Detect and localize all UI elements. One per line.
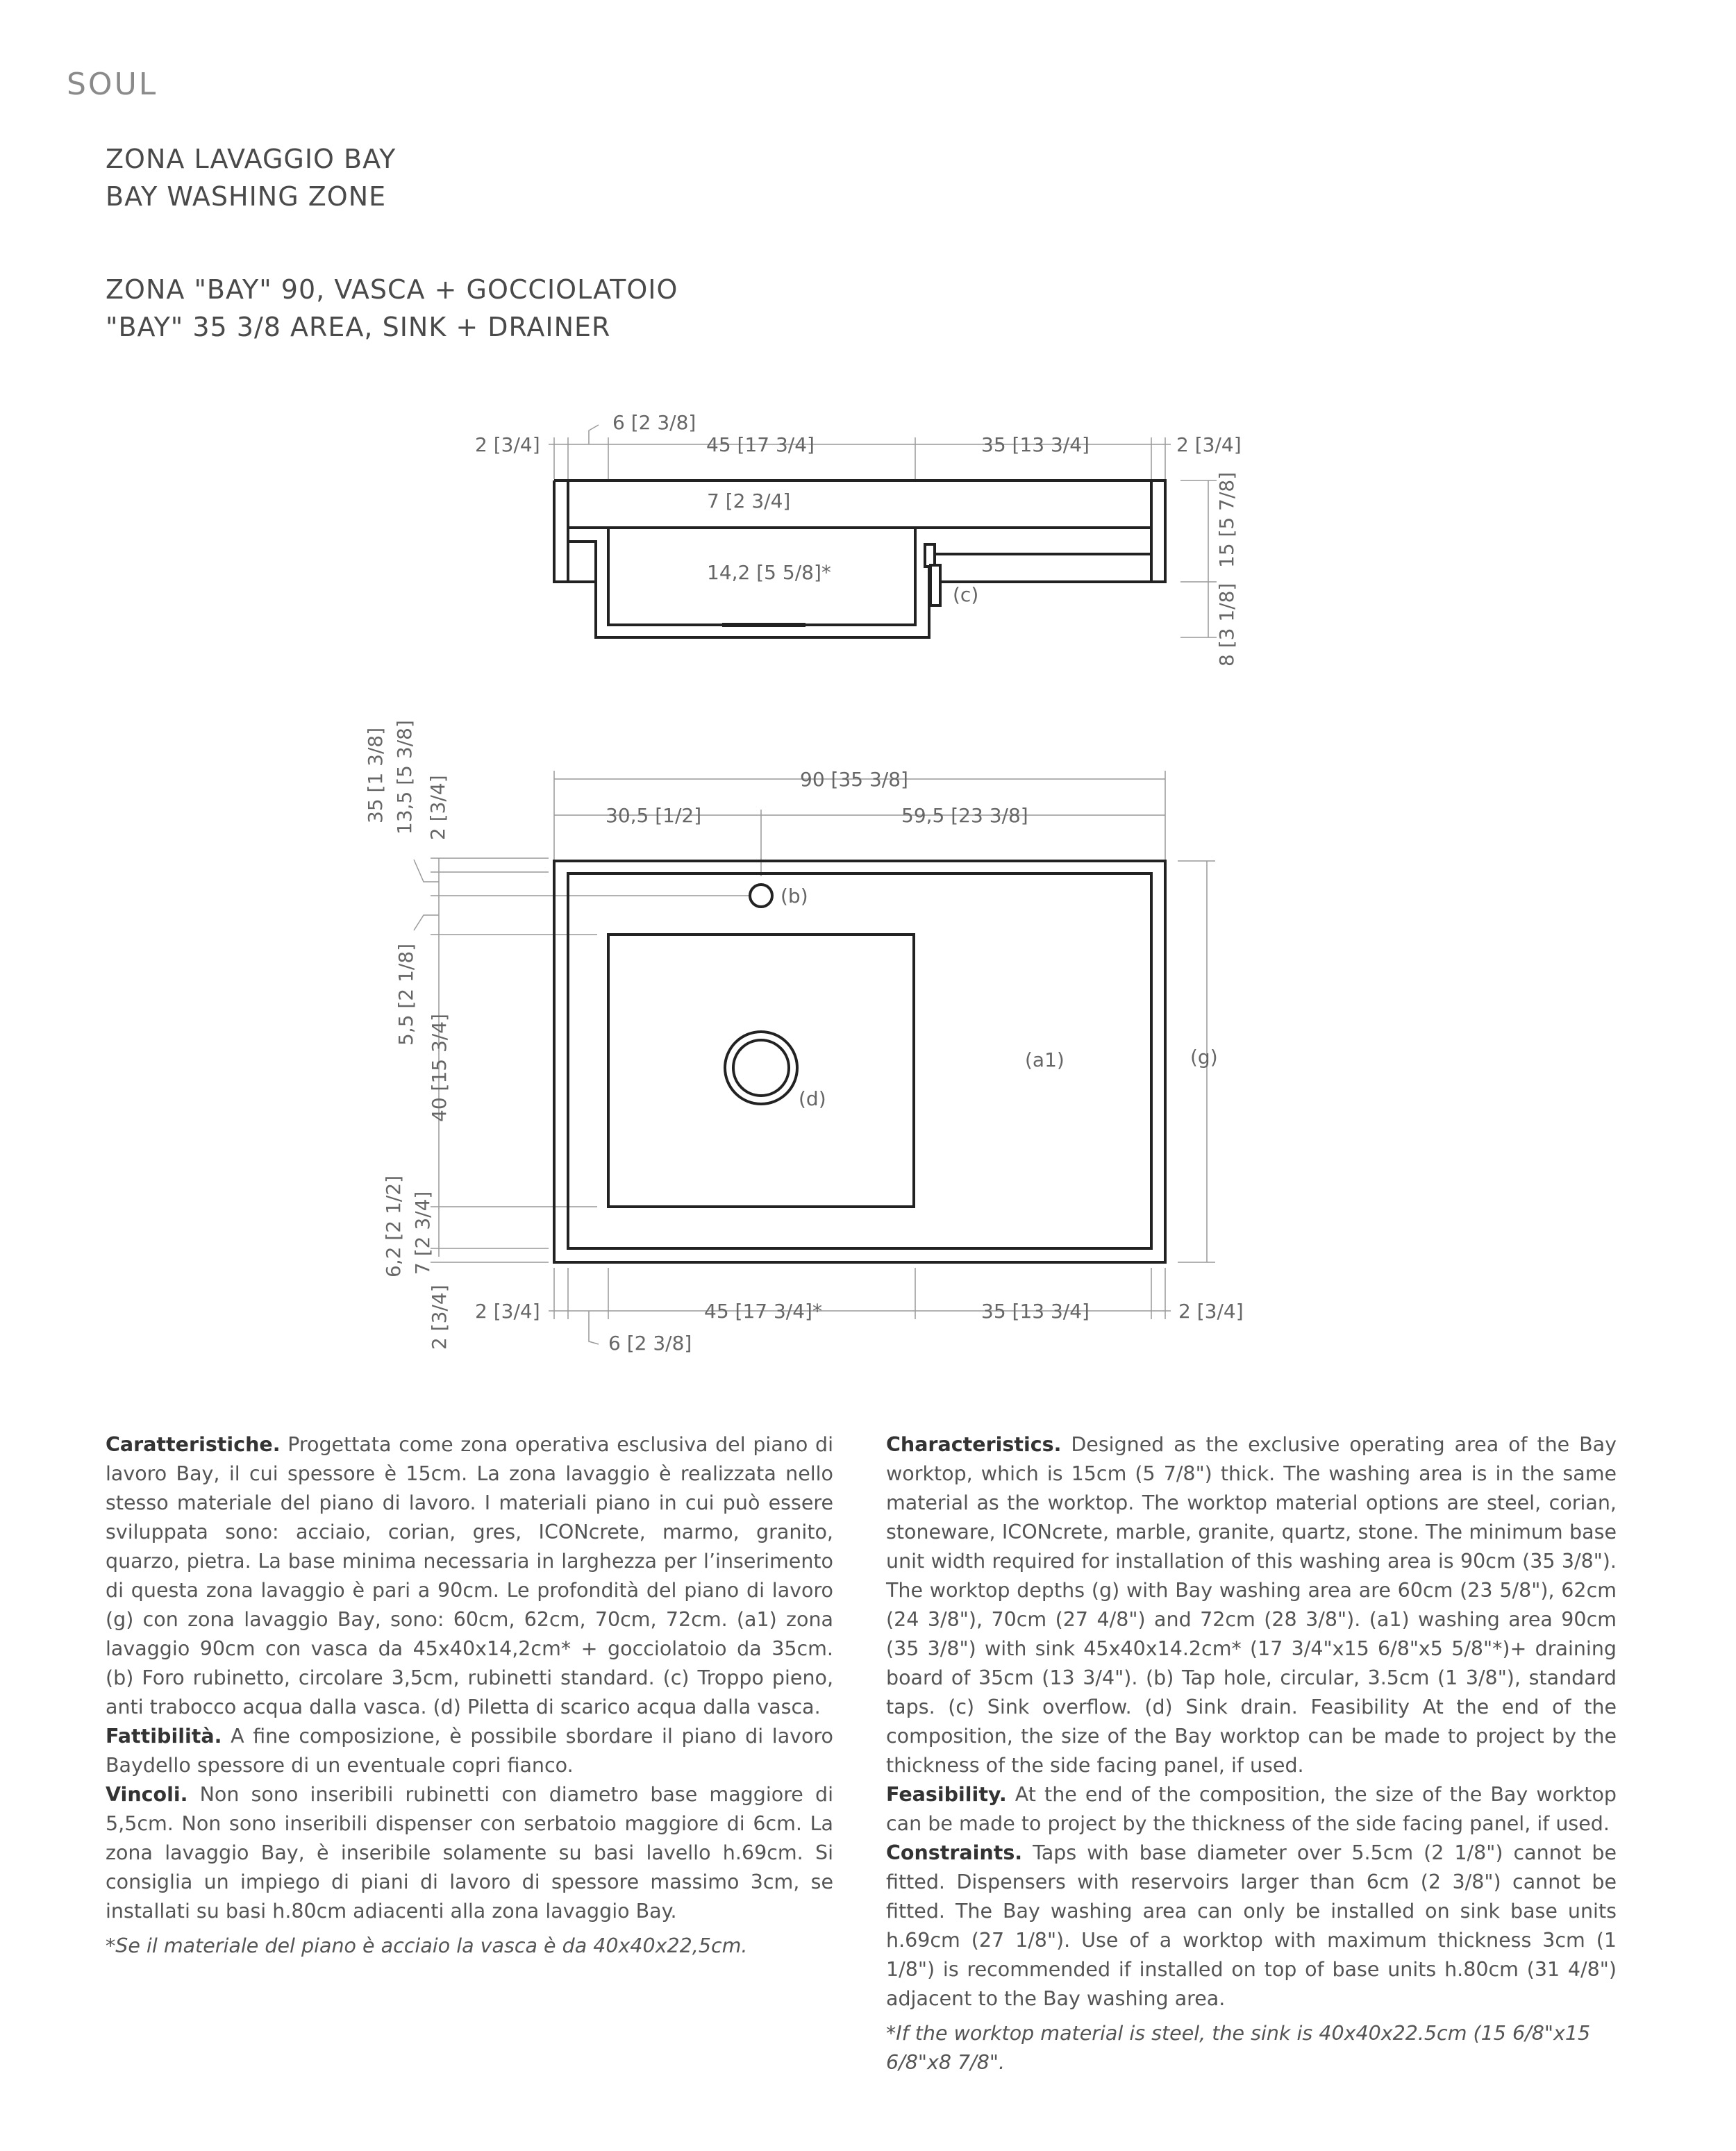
it-constraints-label: Vincoli. <box>106 1783 188 1806</box>
plan-vdim-bottom-2: 2 [3/4] <box>428 1284 451 1350</box>
sec-dim-inset: 6 [2 3/8] <box>612 411 696 434</box>
en-constraints-label: Constraints. <box>886 1841 1023 1864</box>
plan-vdim-top-2: 2 [3/4] <box>426 775 449 840</box>
en-note: *If the worktop material is steel, the sink is 40x40x22.5cm (15 6/8"x15 6/8"x8 7/8". <box>886 2022 1591 2074</box>
it-constraints <box>106 1780 833 1926</box>
en-feasibility-text: At the end of the composition, the size of the Bay worktop can be made to project by the thickness of the side facing panel, if used. <box>886 1783 1617 1835</box>
it-constraints-text: Non sono inseribili rubinetti con diametro base maggiore di 5,5cm. Non sono inseribili dispenser con serbatoio maggiore di 6cm. La zona lavaggio Bay, è inseribile solamente su basi lavello h.69cm. Si consiglia un impiego di piani di lavoro di spessore massimo 3cm, se installati su basi h.80cm adiacenti alla zona lavaggio Bay. <box>106 1783 833 1923</box>
it-characteristics-text: Progettata come zona operativa esclusiva del piano di lavoro Bay, il cui spessore è 15cm. La zona lavaggio è realizzata nello stesso materiale del piano di lavoro. I materiali piano in cui può essere sviluppata sono: acciaio, corian, gres, ICONcrete, marmo, granito, quarzo, pietra. La base minima necessaria in larghezza per l’inserimento di questa zona lavaggio è pari a 90cm. Le profondità del piano di lavoro (g) con zona lavaggio Bay, sono: 60cm, 62cm, 70cm, 72cm. (a1) zona lavaggio 90cm con vasca da 45x40x14,2cm* + gocciolatoio da 35cm. (b) Foro rubinetto, circolare 3,5cm, rubinetti standard. (c) Troppo pieno, anti trabocco acqua dalla vasca. (d) Piletta di scarico acqua dalla vasca. <box>106 1433 833 1718</box>
sec-dim-sink: 45 [17 3/4] <box>706 433 815 456</box>
plan-bottom-dim-left: 2 [3/4] <box>475 1300 540 1323</box>
it-feasibility-text: A fine composizione, è possibile sbordare il piano di lavoro Baydello spessore di un eventuale copri fianco. <box>106 1725 833 1777</box>
plan-leader-top <box>414 860 439 882</box>
en-characteristics <box>886 1430 1617 1780</box>
plan-dim-left-to-tap: 30,5 [1/2] <box>606 804 702 827</box>
section-outline-top <box>554 480 1165 582</box>
section-overflow-fitting <box>925 544 935 567</box>
plan-worktop-outer <box>554 861 1165 1262</box>
subtitle-it: ZONA "BAY" 90, VASCA + GOCCIOLATOIO <box>106 274 678 305</box>
description-italian <box>106 1430 833 1961</box>
plan-vdim-top-135: 13,5 [5 3/8] <box>393 720 416 835</box>
sec-dim-top-thickness: 7 [2 3/4] <box>707 489 791 512</box>
en-constraints-text: Taps with base diameter over 5.5cm (2 1/8") cannot be fitted. Dispensers with reservoirs larger than 6cm (2 3/8") cannot be fitted. The Bay washing area can only be installed on sink base units h.69cm (27 1/8"). Use of a worktop with maximum thickness 3cm (1 1/8") is recommended if installed on top of base units h.80cm (31 4/8") adjacent to the Bay washing area. <box>886 1841 1617 2010</box>
plan-vdim-62: 6,2 [2 1/2] <box>382 1175 405 1278</box>
plan-vdim-40: 40 [15 3/4] <box>428 1014 451 1122</box>
sec-dim-lower-height: 8 [3 1/8] <box>1215 583 1238 667</box>
section-overflow-pipe <box>930 565 940 605</box>
en-constraints <box>886 1839 1617 2014</box>
it-characteristics <box>106 1430 833 1722</box>
sec-dim-sink-depth: 14,2 [5 5/8]* <box>707 561 831 584</box>
plan-dim-total-width: 90 [35 3/8] <box>800 768 908 791</box>
plan-tap-hole <box>750 885 772 907</box>
plan-bottom-dim-sink: 45 [17 3/4]* <box>704 1300 822 1323</box>
plan-vdim-top-35: 35 [1 3/8] <box>364 727 387 823</box>
en-feasibility <box>886 1780 1617 1839</box>
plan-vdim-55: 5,5 [2 1/8] <box>394 943 417 1046</box>
subtitle-en: "BAY" 35 3/8 AREA, SINK + DRAINER <box>106 312 611 342</box>
plan-sink-basin <box>608 935 914 1207</box>
it-note: *Se il materiale del piano è acciaio la vasca è da 40x40x22,5cm. <box>106 1934 748 1957</box>
plan-drain-outer <box>725 1032 797 1104</box>
plan-dim-tap-to-right: 59,5 [23 3/8] <box>901 804 1028 827</box>
section-title-it: ZONA LAVAGGIO BAY <box>106 144 397 174</box>
section-title-en: BAY WASHING ZONE <box>106 181 387 212</box>
plan-label-tap: (b) <box>781 885 808 907</box>
section-left-lip <box>568 542 596 582</box>
it-feasibility-label: Fattibilità. <box>106 1725 222 1748</box>
section-sink-body <box>596 542 1151 637</box>
plan-bottom-dim-inset: 6 [2 3/8] <box>608 1332 692 1355</box>
sec-dim-total-height: 15 [5 7/8] <box>1215 471 1238 568</box>
en-characteristics-text: Designed as the exclusive operating area of the Bay worktop, which is 15cm (5 7/8") thick. The washing area is in the same material as the worktop. The worktop material options are steel, corian, stoneware, ICONcrete, marble, granite, quartz, stone. The minimum base unit width required for installation of this washing area is 90cm (35 3/8"). The worktop depths (g) with Bay washing area are 60cm (23 5/8"), 62cm (24 3/8"), 70cm (27 4/8") and 72cm (28 3/8"). (a1) washing area 90cm (35 3/8") with sink 45x40x14.2cm* (17 3/4"x15 6/8"x5 5/8"*)+ draining board of 35cm (13 3/4"). (b) Tap hole, circular, 3.5cm (1 3/8"), standard taps. (c) Sink overflow. (d) Sink drain. Feasibility At the end of the composition, the size of the Bay worktop can be made to project by the thickness of the side facing panel, if used. <box>886 1433 1617 1777</box>
plan-label-depth: (g) <box>1190 1046 1218 1069</box>
it-feasibility <box>106 1722 833 1780</box>
en-characteristics-label: Characteristics. <box>886 1433 1062 1456</box>
plan-vdim-7: 7 [2 3/4] <box>411 1191 434 1275</box>
section-inset-leader <box>589 425 599 444</box>
en-feasibility-label: Feasibility. <box>886 1783 1007 1806</box>
plan-bottom-inset-leader <box>589 1311 599 1344</box>
plan-bottom-dim-drainer: 35 [13 3/4] <box>981 1300 1090 1323</box>
description-english <box>886 1430 1617 2077</box>
sec-label-overflow: (c) <box>953 583 979 606</box>
plan-label-drain: (d) <box>799 1087 826 1110</box>
sec-dim-drainer: 35 [13 3/4] <box>981 433 1090 456</box>
plan-bottom-dim-right: 2 [3/4] <box>1178 1300 1244 1323</box>
section-top-slab <box>554 480 1151 582</box>
plan-drain-inner <box>733 1040 789 1096</box>
sec-dim-left-edge: 2 [3/4] <box>475 433 540 456</box>
plan-leader-55 <box>414 915 439 930</box>
plan-label-area: (a1) <box>1025 1048 1065 1071</box>
sec-dim-right-edge: 2 [3/4] <box>1176 433 1242 456</box>
it-characteristics-label: Caratteristiche. <box>106 1433 281 1456</box>
brand-logo: SOUL <box>67 67 158 102</box>
